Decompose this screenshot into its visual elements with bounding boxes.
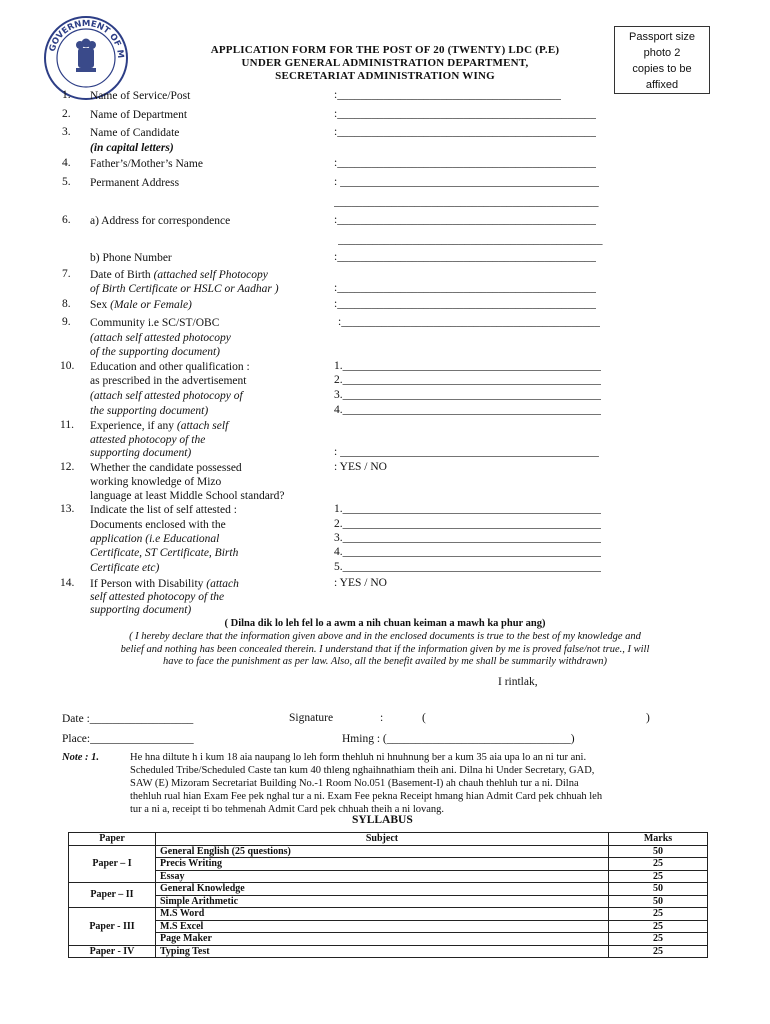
- field-label-mizo-2: working knowledge of Mizo: [90, 476, 222, 488]
- disability-hint: (attach: [206, 578, 239, 590]
- field-hint: of Birth Certificate or HSLC or Aadhar ): [90, 283, 279, 295]
- passport-text: photo 2: [643, 47, 681, 59]
- field-number: 3.: [62, 126, 71, 138]
- correspondence-address-input[interactable]: :_____________________________________________: [334, 214, 596, 226]
- education-input-1[interactable]: 1._____________________________________________: [334, 360, 602, 372]
- passport-text: affixed: [645, 79, 679, 91]
- note-line: He hna diltute h i kum 18 aia naupang lo leh form thehluh ni hnuhnung ber a kum 35 aia upa lo an ni tur ani.: [130, 752, 587, 763]
- field-label-dob: [90, 268, 268, 282]
- note-label: Note : 1.: [62, 752, 100, 763]
- syllabus-title: SYLLABUS: [352, 814, 413, 826]
- declaration-mizo: ( Dilna dik lo leh fel lo a awm a nih chuan keiman a mawh ka phur ang): [224, 618, 546, 629]
- column-header: Marks: [609, 833, 708, 846]
- note-line: SAW (E) Mizoram Secretariat Building No.-1 Room No.051 (Basement-I) ah chauh thehluh tur a ni. Dilna: [130, 778, 579, 789]
- column-header: Subject: [156, 833, 609, 846]
- table-row: [69, 908, 708, 921]
- document-input-1[interactable]: 1._____________________________________________: [334, 503, 602, 515]
- field-number: 11.: [60, 419, 74, 431]
- marks-cell: 25: [609, 858, 708, 871]
- subject-cell: Page Maker: [156, 933, 609, 946]
- declaration-line: belief and nothing has been concealed therein. I understand that if the information given by me is proved false/not true., I will: [120, 644, 650, 655]
- paper-cell: Paper - III: [69, 908, 156, 946]
- passport-text: copies to be: [632, 63, 692, 75]
- field-hint: self attested photocopy of the: [90, 591, 225, 603]
- dob-label: Date of Birth: [90, 269, 154, 281]
- signature-close-paren: ): [646, 712, 650, 724]
- table-row: [69, 870, 708, 883]
- field-label-education-2: as prescribed in the advertisement: [90, 375, 247, 387]
- table-row: [69, 845, 708, 858]
- sex-hint: (Male or Female): [110, 299, 192, 311]
- field-label-department: Name of Department: [90, 109, 188, 121]
- field-hint: Certificate etc): [90, 562, 160, 574]
- signature-input[interactable]: [430, 712, 644, 726]
- field-label-experience: [90, 419, 228, 433]
- date-field[interactable]: Date :__________________: [62, 713, 194, 725]
- correspondence-address-input-line2[interactable]: ______________________________________________: [338, 234, 603, 246]
- field-hint: (attach self attested photocopy: [90, 332, 231, 344]
- field-number: 1.: [62, 89, 71, 101]
- sex-label: Sex: [90, 299, 111, 311]
- table-header-row: [69, 833, 708, 846]
- service-post-input[interactable]: :_______________________________________: [334, 89, 562, 101]
- permanent-address-input[interactable]: : _____________________________________________: [334, 176, 599, 188]
- passport-text: Passport size: [628, 31, 696, 43]
- field-number: 6.: [62, 214, 71, 226]
- signature-colon: :: [380, 712, 384, 724]
- field-label-education: Education and other qualification :: [90, 361, 250, 373]
- paper-cell: Paper – II: [69, 883, 156, 908]
- field-hint: supporting document): [90, 604, 192, 616]
- education-input-4[interactable]: 4._____________________________________________: [334, 404, 602, 416]
- education-input-2[interactable]: 2._____________________________________________: [334, 374, 602, 386]
- marks-cell: 50: [609, 895, 708, 908]
- dob-input[interactable]: :_____________________________________________: [334, 282, 596, 294]
- subject-cell: M.S Word: [156, 908, 609, 921]
- field-number: 4.: [62, 157, 71, 169]
- candidate-name-input[interactable]: :_____________________________________________: [334, 126, 596, 138]
- field-number: 8.: [62, 298, 71, 310]
- note-line: tur a ni a, receipt ti bo tehmenah Admit Card pek chhuah theih a ni lovang.: [130, 804, 445, 815]
- community-input[interactable]: :_____________________________________________: [338, 316, 600, 328]
- field-number: 7.: [62, 268, 71, 280]
- table-row: [69, 883, 708, 896]
- table-row: [69, 920, 708, 933]
- field-number: 14.: [60, 577, 75, 589]
- table-row: [69, 858, 708, 871]
- passport-photo-box: [614, 26, 710, 94]
- field-number: 9.: [62, 316, 71, 328]
- field-hint: the supporting document): [90, 405, 209, 417]
- disability-yes-no-option[interactable]: : YES / NO: [334, 577, 387, 589]
- subject-cell: General Knowledge: [156, 883, 609, 896]
- field-number: 5.: [62, 176, 71, 188]
- syllabus-table: [68, 832, 708, 958]
- field-hint: (attach self attested photocopy of: [90, 390, 243, 402]
- field-label-phone: b) Phone Number: [90, 252, 172, 264]
- marks-cell: 25: [609, 920, 708, 933]
- column-header: Paper: [69, 833, 156, 846]
- field-label-documents: Indicate the list of self attested :: [90, 504, 237, 516]
- field-number: 2.: [62, 108, 71, 120]
- field-label-documents-2: Documents enclosed with the: [90, 519, 226, 531]
- signature-open-paren: (: [422, 712, 426, 724]
- subject-cell: Typing Test: [156, 945, 609, 958]
- parent-name-input[interactable]: :_____________________________________________: [334, 157, 596, 169]
- place-field[interactable]: Place:__________________: [62, 733, 194, 745]
- title-line: UNDER GENERAL ADMINISTRATION DEPARTMENT,: [241, 57, 529, 69]
- subject-cell: Essay: [156, 870, 609, 883]
- page-title: [150, 44, 620, 83]
- dob-hint: (attached self Photocopy: [153, 269, 268, 281]
- mizo-yes-no-option[interactable]: : YES / NO: [334, 461, 387, 473]
- document-input-4[interactable]: 4._____________________________________________: [334, 546, 602, 558]
- title-line: APPLICATION FORM FOR THE POST OF 20 (TWENTY) LDC (P.E): [210, 44, 560, 56]
- document-input-3[interactable]: 3._____________________________________________: [334, 532, 602, 544]
- field-label-mizo-3: language at least Middle School standard?: [90, 490, 285, 502]
- note-line: Scheduled Tribe/Scheduled Caste tan kum 40 thleng nghaihnathiam theih ani. Dilna hi Under Secretary, GAD,: [130, 765, 595, 776]
- paper-cell: Paper - IV: [69, 945, 156, 958]
- subject-cell: Simple Arithmetic: [156, 895, 609, 908]
- phone-input[interactable]: :_____________________________________________: [334, 251, 596, 263]
- title-line: SECRETARIAT ADMINISTRATION WING: [275, 70, 495, 82]
- field-hint: supporting document): [90, 447, 192, 459]
- declaration-line: ( I hereby declare that the information given above and in the enclosed documents is true to the best of my knowledge and: [129, 631, 641, 642]
- field-label-parent-name: Father’s/Mother’s Name: [90, 158, 203, 170]
- marks-cell: 25: [609, 945, 708, 958]
- marks-cell: 25: [609, 870, 708, 883]
- subject-cell: General English (25 questions): [156, 845, 609, 858]
- field-hint: (in capital letters): [90, 142, 174, 154]
- subject-cell: Precis Writing: [156, 858, 609, 871]
- field-number: 10.: [60, 360, 75, 372]
- field-label-disability: [90, 577, 239, 591]
- field-hint: application (i.e Educational: [90, 533, 220, 545]
- paper-cell: Paper – I: [69, 845, 156, 883]
- experience-hint: (attach self: [176, 420, 229, 432]
- field-hint: Certificate, ST Certificate, Birth: [90, 547, 239, 559]
- table-row: [69, 895, 708, 908]
- field-label-service-post: Name of Service/Post: [90, 90, 191, 102]
- experience-input[interactable]: : _____________________________________________: [334, 446, 599, 458]
- education-input-3[interactable]: 3._____________________________________________: [334, 389, 602, 401]
- marks-cell: 50: [609, 883, 708, 896]
- svg-text:GOVERNMENT OF MIZORAM: GOVERNMENT OF M: [47, 18, 126, 59]
- document-input-5[interactable]: 5._____________________________________________: [334, 561, 602, 573]
- signature-label: Signature: [289, 712, 334, 724]
- declaration-signoff: I rintlak,: [498, 676, 538, 688]
- field-label-permanent-address: Permanent Address: [90, 177, 180, 189]
- declaration-line: have to face the punishment as per law. Also, all the benefit availed by me shall be summarily withdrawn): [162, 656, 608, 667]
- marks-cell: 50: [609, 845, 708, 858]
- document-input-2[interactable]: 2._____________________________________________: [334, 518, 602, 530]
- field-number: 13.: [60, 503, 75, 515]
- note-line: thehluh rual hian Exam Fee pek nghal tur a ni. Exam Fee pekna Receipt hmang hian Admit Card pek chhuah leh: [130, 791, 603, 802]
- sex-input[interactable]: :_____________________________________________: [334, 298, 596, 310]
- field-label-candidate-name: Name of Candidate: [90, 127, 180, 139]
- table-row: [69, 945, 708, 958]
- field-number: 12.: [60, 461, 75, 473]
- field-label-correspondence-address: a) Address for correspondence: [90, 215, 231, 227]
- table-row: [69, 933, 708, 946]
- marks-cell: 25: [609, 933, 708, 946]
- department-input[interactable]: :_____________________________________________: [334, 108, 596, 120]
- subject-cell: M.S Excel: [156, 920, 609, 933]
- field-hint: attested photocopy of the: [90, 434, 206, 446]
- marks-cell: 25: [609, 908, 708, 921]
- field-label-community: Community i.e SC/ST/OBC: [90, 317, 220, 329]
- experience-label: Experience, if any: [90, 420, 177, 432]
- permanent-address-input-line2[interactable]: ______________________________________________: [334, 196, 599, 208]
- field-hint: of the supporting document): [90, 346, 220, 358]
- disability-label: If Person with Disability: [90, 578, 207, 590]
- name-field[interactable]: Hming : (________________________________): [342, 733, 575, 745]
- field-label-sex: [90, 298, 192, 312]
- field-label-mizo: Whether the candidate possessed: [90, 462, 242, 474]
